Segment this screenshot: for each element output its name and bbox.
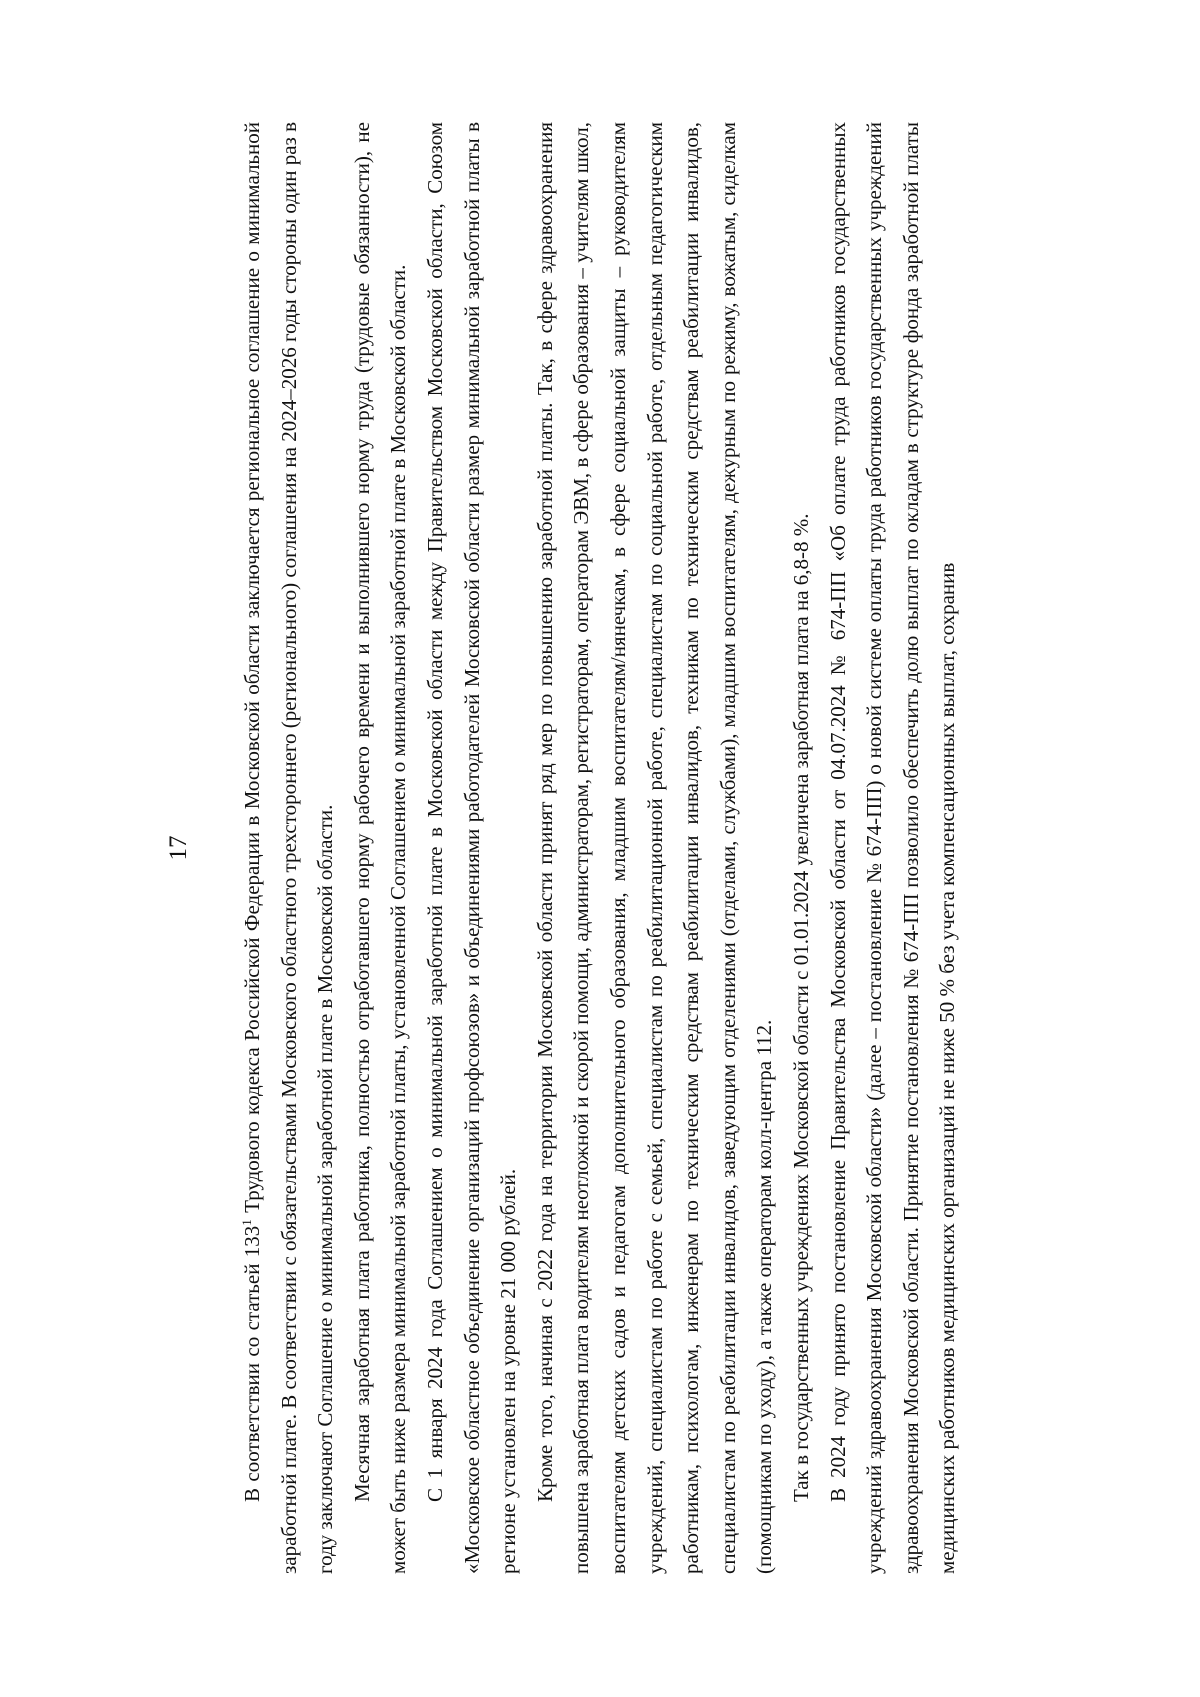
- article-superscript: 1: [239, 1219, 254, 1226]
- paragraph-6: В 2024 году принято постановление Правительства Московской области от 04.07.2024 № 674-ПП «Об оплате труда работников государственных учреждений здравоохранения Московской области» (далее – постановление № 674-ПП) о новой системе оплаты труда работников государственных учреждений здравоохранения Московской области. Принятие постановления № 674-ПП позволило обеспечить долю выплат по окладам в структуре фонда заработной платы медицинских работников медицинских организаций не ниже 50 % без учета компенсационных выплат, сохранив: [825, 122, 960, 1574]
- document-body: [234, 122, 966, 1574]
- paragraph-1-text-end: Трудового кодекса Российской Федерации в Московской области заключается региональное соглашение о минимальной заработной плате. В соответствии с обязательствами Московского областного трехстороннего (регионального) соглашения на 2024–2026 годы стороны один раз в году заключают Соглашение о минимальной заработной плате в Московской области.: [240, 122, 338, 1574]
- document-page: [160, 118, 1040, 1578]
- paragraph-1-text-start: В соответствии со статьей 133: [240, 1225, 264, 1502]
- paragraph-1: [234, 122, 344, 1574]
- paragraph-4: Кроме того, начиная с 2022 года на территории Московской области принят ряд мер по повышению заработной платы. Так, в сфере здравоохранения повышена заработная плата водителям неотложной и скорой помощи, администраторам, регистраторам, операторам ЭВМ, в сфере образования – учителям школ, воспитателям детских садов и педагогам дополнительного образования, младшим воспитателям/нянечкам, в сфере социальной защиты – руководителям учреждений, специалистам по работе с семьей, специалистам по реабилитационной работе, специалистам по социальной работе, отдельным педагогическим работникам, психологам, инженерам по техническим средствам реабилитации инвалидов, техникам по техническим средствам реабилитации инвалидов, специалистам по реабилитации инвалидов, заведующим отделениями (отделами, службами), младшим воспитателям, дежурным по режиму, вожатым, сиделкам (помощникам по уходу), а также операторам колл-центра 112.: [532, 122, 777, 1574]
- paragraph-3: С 1 января 2024 года Соглашением о минимальной заработной плате в Московской области между Правительством Московской области, Союзом «Московское областное объединение организаций профсоюзов» и объединениями работодателей Московской области размер минимальной заработной платы в регионе установлен на уровне 21 000 рублей.: [422, 122, 521, 1574]
- paragraph-5: Так в государственных учреждениях Московской области с 01.01.2024 увеличена заработная плата на 6,8-8 %.: [788, 513, 813, 1502]
- page-number: 17: [165, 835, 192, 861]
- paragraph-2: Месячная заработная плата работника, полностью отработавшего норму рабочего времени и выполнившего норму труда (трудовые обязанности), не может быть ниже размера минимальной заработной платы, установленной Соглашением о минимальной заработной плате в Московской области.: [349, 122, 411, 1574]
